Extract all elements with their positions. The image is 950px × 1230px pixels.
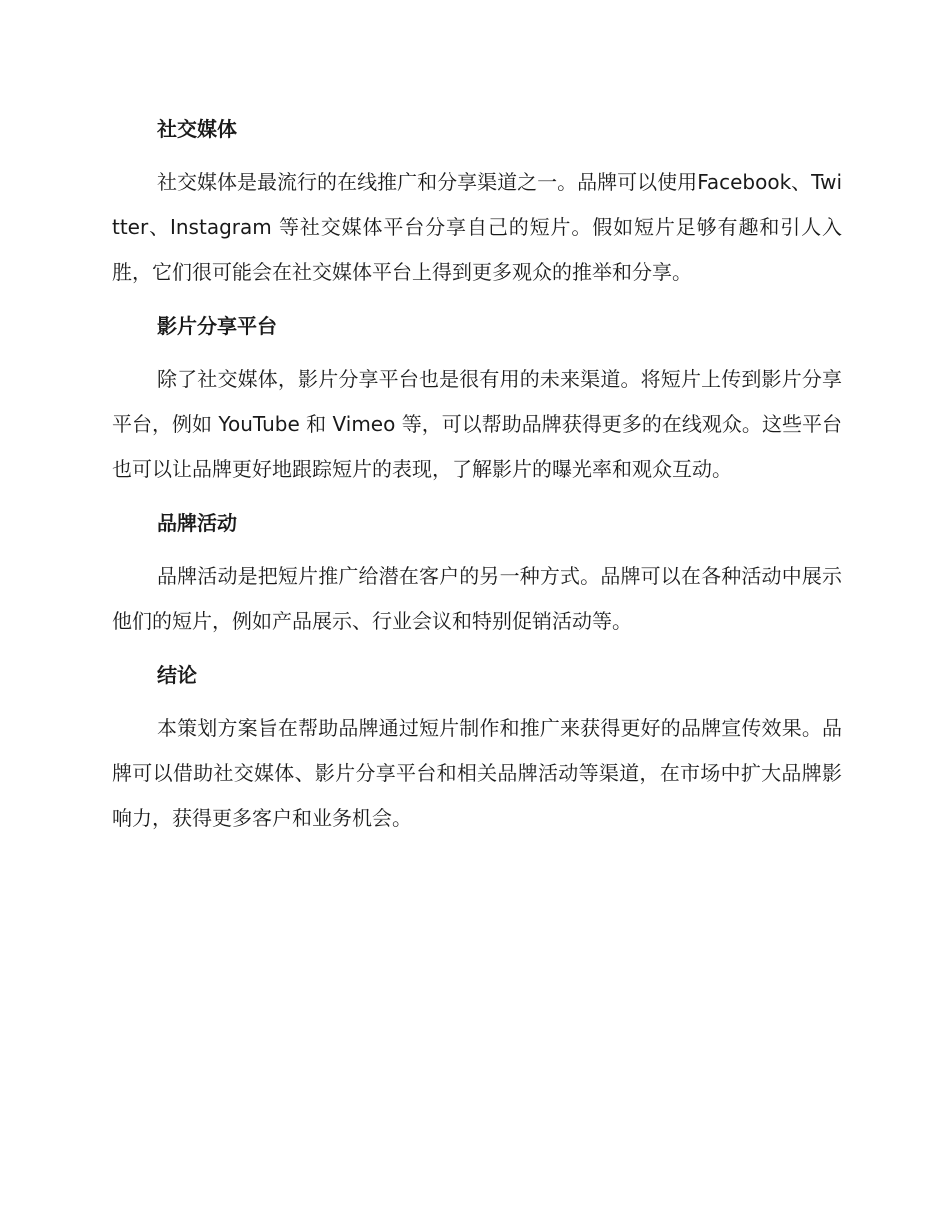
section-heading: 影片分享平台 — [157, 314, 277, 338]
section-brand-events — [112, 504, 842, 656]
section-heading: 结论 — [157, 663, 197, 687]
section-paragraph: 社交媒体是最流行的在线推广和分享渠道之一。品牌可以使用Facebook、Twitter、Instagram 等社交媒体平台分享自己的短片。假如短片足够有趣和引人入胜，它们很可能会在社交媒体平台上得到更多观众的推举和分享。 — [112, 170, 842, 284]
section-video-platforms — [112, 307, 842, 504]
section-paragraph: 本策划方案旨在帮助品牌通过短片制作和推广来获得更好的品牌宣传效果。品牌可以借助社交媒体、影片分享平台和相关品牌活动等渠道，在市场中扩大品牌影响力，获得更多客户和业务机会。 — [112, 716, 842, 830]
section-conclusion — [112, 656, 842, 841]
section-social-media — [112, 110, 842, 307]
section-paragraph: 品牌活动是把短片推广给潜在客户的另一种方式。品牌可以在各种活动中展示他们的短片，例如产品展示、行业会议和特别促销活动等。 — [112, 564, 842, 633]
section-heading: 品牌活动 — [157, 511, 237, 535]
section-heading: 社交媒体 — [157, 117, 237, 141]
section-paragraph: 除了社交媒体，影片分享平台也是很有用的未来渠道。将短片上传到影片分享平台，例如 YouTube 和 Vimeo 等，可以帮助品牌获得更多的在线观众。这些平台也可以让品牌更好地跟踪短片的表现，了解影片的曝光率和观众互动。 — [112, 367, 842, 481]
document-page — [112, 110, 842, 841]
